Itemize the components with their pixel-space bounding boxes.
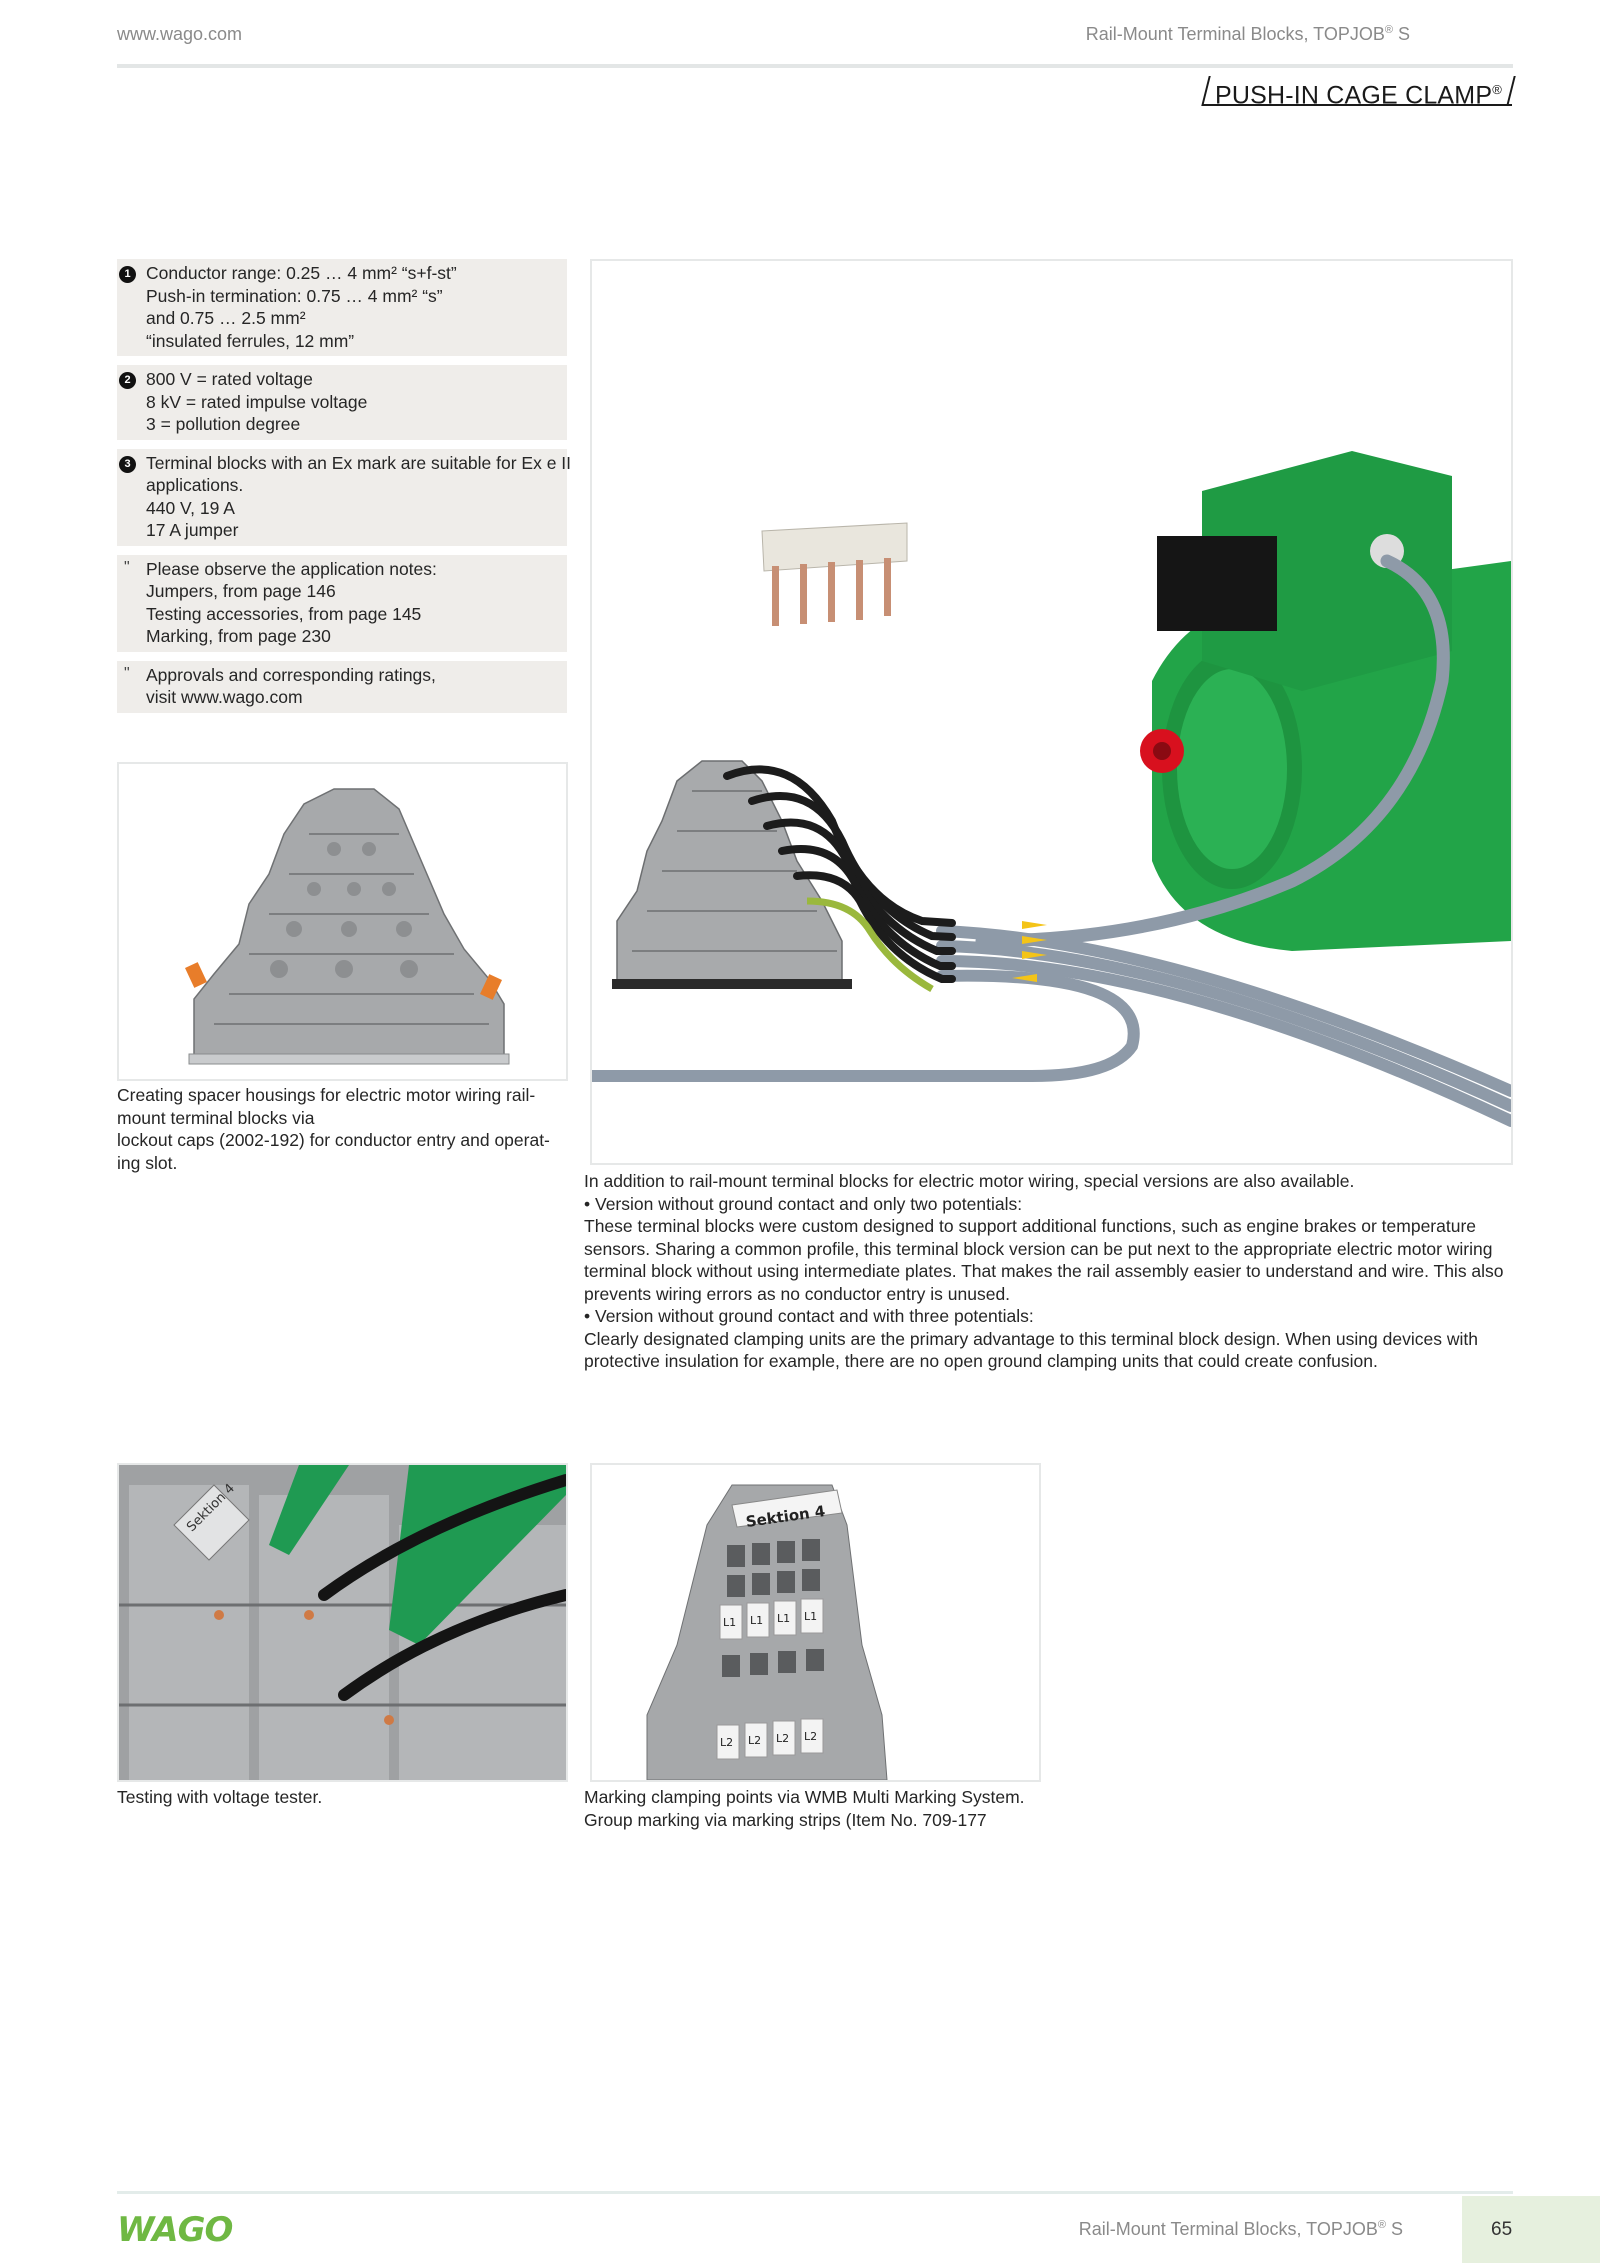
- page-number: 65: [1462, 2196, 1600, 2263]
- note-line: “insulated ferrules, 12 mm”: [146, 330, 355, 351]
- note-line: 440 V, 19 A: [146, 497, 235, 518]
- voltage-tester-image: [117, 1463, 568, 1782]
- note-conductor-range: [117, 259, 567, 356]
- caption-spacer-housing: [117, 1084, 577, 1174]
- caption-line: Testing with voltage tester.: [117, 1787, 323, 1807]
- note-line: 800 V = rated voltage: [146, 369, 313, 389]
- note-number-2: 2: [119, 372, 136, 389]
- motor-icon: [1140, 451, 1511, 951]
- note-number-3: 3: [119, 456, 136, 473]
- caption-marking: [584, 1786, 1064, 1831]
- voltage-tester-illustration: [119, 1465, 566, 1780]
- sektion-label: Sektion 4: [744, 1502, 827, 1532]
- note-line: and 0.75 … 2.5 mm²: [146, 308, 306, 328]
- marking-system-image: [590, 1463, 1041, 1782]
- caption-line: sensors. Sharing a common profile, this terminal block version can be put next to the appropriate electric motor wiring: [584, 1238, 1493, 1259]
- footer-rule: [117, 2191, 1513, 2194]
- sektion-label: Sektion 4: [184, 1481, 238, 1535]
- note-voltage: [117, 365, 567, 440]
- note-line: 8 kV = rated impulse voltage: [146, 391, 368, 412]
- motor-wiring-illustration: [592, 261, 1511, 1163]
- header-website: www.wago.com: [117, 24, 243, 44]
- caption-line: ing slot.: [117, 1152, 178, 1173]
- l1-marker: L1: [804, 1610, 818, 1623]
- header-rule: [117, 64, 1513, 68]
- terminal-block-illustration: [119, 764, 566, 1079]
- caption-line: lockout caps (2002-192) for conductor entry and operat-: [117, 1130, 550, 1150]
- jumper-icon: [762, 523, 907, 626]
- note-application-notes: [117, 555, 567, 652]
- note-line: Jumpers, from page 146: [146, 581, 336, 601]
- caption-line: protective insulation for example, there are no open ground clamping units that could create confusion.: [584, 1351, 1378, 1371]
- caption-line: In addition to rail-mount terminal blocks for electric motor wiring, special versions are also available.: [584, 1171, 1355, 1191]
- l2-marker: L2: [720, 1736, 734, 1749]
- caption-main: [584, 1170, 1514, 1373]
- note-line: Terminal blocks with an Ex mark are suitable for Ex e II: [146, 452, 572, 473]
- note-line: visit www.wago.com: [146, 687, 303, 707]
- note-line: 17 A jumper: [146, 520, 239, 540]
- footer-title: Rail-Mount Terminal Blocks, TOPJOB® S: [1078, 2219, 1403, 2239]
- l2-marker: L2: [804, 1730, 818, 1743]
- note-line: Testing accessories, from page 145: [146, 603, 422, 624]
- note-line: Marking, from page 230: [146, 626, 331, 646]
- caption-line: terminal block without using intermediate plates. That makes the rail assembly easier to understand and wire. This also: [584, 1261, 1504, 1281]
- caption-line: mount terminal blocks via: [117, 1107, 315, 1128]
- l2-marker: L2: [748, 1734, 762, 1747]
- caption-line: • Version without ground contact and with three potentials:: [584, 1306, 1034, 1326]
- note-line: Approvals and corresponding ratings,: [146, 664, 436, 685]
- caption-line: Clearly designated clamping units are the primary advantage to this terminal block design. When using devices with: [584, 1328, 1478, 1349]
- wago-logo: WAGO: [117, 2210, 233, 2250]
- caption-line: Creating spacer housings for electric motor wiring rail-: [117, 1085, 536, 1105]
- note-line: 3 = pollution degree: [146, 414, 301, 434]
- note-line: applications.: [146, 475, 244, 495]
- note-line: Conductor range: 0.25 … 4 mm² “s+f-st”: [146, 263, 457, 283]
- spacer-housing-image: [117, 762, 568, 1081]
- caption-line: prevents wiring errors as no conductor entry is unused.: [584, 1283, 1011, 1304]
- marking-system-illustration: [592, 1465, 1039, 1780]
- caption-testing: [117, 1786, 577, 1809]
- l2-marker: L2: [776, 1732, 790, 1745]
- caption-line: Marking clamping points via WMB Multi Marking System.: [584, 1787, 1025, 1807]
- notes-list: [117, 259, 572, 722]
- note-line: Please observe the application notes:: [146, 558, 437, 579]
- caption-line: Group marking via marking strips (Item No. 709-177: [584, 1809, 987, 1830]
- l1-marker: L1: [723, 1616, 737, 1629]
- note-marker: ": [124, 558, 130, 576]
- l1-marker: L1: [777, 1612, 791, 1625]
- motor-wiring-image: [590, 259, 1513, 1165]
- header-title: Rail-Mount Terminal Blocks, TOPJOB® S: [1085, 24, 1410, 44]
- note-marker: ": [124, 664, 130, 682]
- note-line: Push-in termination: 0.75 … 4 mm² “s”: [146, 285, 443, 306]
- caption-line: These terminal blocks were custom designed to support additional functions, such as engine brakes or temperature: [584, 1216, 1477, 1236]
- l1-marker: L1: [750, 1614, 764, 1627]
- note-number-1: 1: [119, 266, 136, 283]
- push-in-cage-clamp-badge: PUSH-IN CAGE CLAMP®: [1203, 74, 1512, 106]
- note-approvals: [117, 661, 567, 713]
- note-ex-mark: [117, 449, 572, 546]
- caption-line: • Version without ground contact and only two potentials:: [584, 1193, 1023, 1214]
